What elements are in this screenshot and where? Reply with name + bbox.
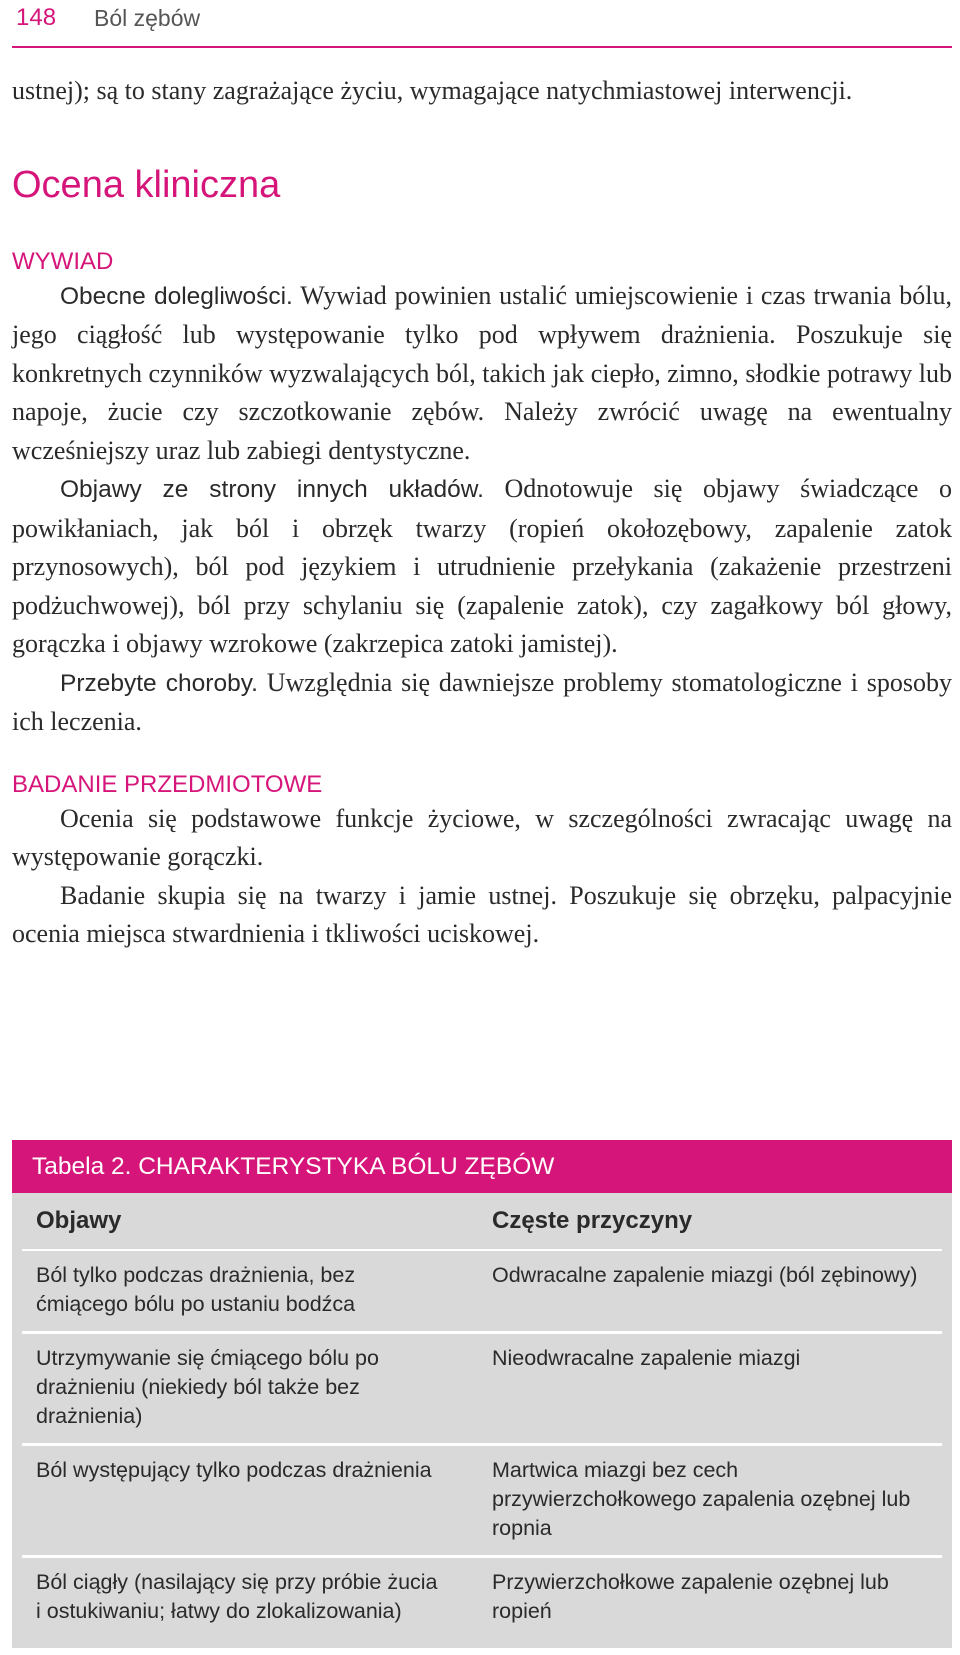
symptom-cell: Utrzymywanie się ćmiącego bólu po drażnieniu (niekiedy ból także bez drażnienia) (36, 1346, 379, 1428)
table-body (22, 1193, 942, 1638)
table-title: Tabela 2. CHARAKTERYSTYKA BÓLU ZĘBÓW (12, 1140, 952, 1193)
column-header-symptoms: Objawy (36, 1207, 122, 1234)
cause-cell: Przywierzchołkowe zapalenie ozębnej lub ropień (492, 1570, 889, 1623)
table-header-row (22, 1193, 942, 1251)
paragraph-text: Odnotowuje się objawy świadczące o powikłaniach, jak ból i obrzęk twarzy (ropień okołozębowy, zapalenie zatok przynosowych), ból pod językiem i utrudnienie przełykania (zakażenie przestrzeni podżuchwowej), ból przy schylaniu się (zapalenie zatok), czy zagałkowy ból głowy, gorączka i objawy wzrokowe (zakrzepica zatoki jamistej). (12, 474, 952, 658)
page-header (12, 0, 952, 48)
cause-cell: Nieodwracalne zapalenie miazgi (492, 1346, 801, 1370)
section-title: Ocena kliniczna (12, 163, 281, 206)
page-number: 148 (16, 4, 57, 31)
running-title: Ból zębów (94, 5, 201, 31)
runin-other-systems: Objawy ze strony innych układów. (60, 476, 484, 503)
paragraph-text: Uwzględnia się dawniejsze problemy stomatologiczne i sposoby ich leczenia. (12, 667, 952, 736)
symptom-cell: Ból ciągły (nasilający się przy próbie żucia i ostukiwaniu; łatwy do zlokalizowania) (36, 1570, 438, 1623)
table-row (22, 1446, 942, 1558)
wywiad-paragraph-past-diseases (12, 664, 952, 742)
table-row (22, 1251, 942, 1334)
badanie-paragraph-1: Ocenia się podstawowe funkcje życiowe, w szczególności zwracając uwagę na występowanie gorączki. (12, 803, 952, 871)
badanie-heading: BADANIE PRZEDMIOTOWE (12, 770, 323, 798)
badanie-paragraph-2: Badanie skupia się na twarzy i jamie ustnej. Poszukuje się obrzęku, palpacyjnie ocenia miejsca stwardnienia i tkliwości uciskowej. (12, 880, 952, 948)
paragraph-text: Wywiad powinien ustalić umiejscowienie i czas trwania bólu, jego ciągłość lub występowanie tylko pod wpływem drażnienia. Poszukuje się konkretnych czynników wyzwalających ból, takich jak ciepło, zimno, słodkie potrawy lub napoje, żucie czy szczotkowanie zębów. Należy zwrócić uwagę na ewentualny wcześniejszy uraz lub zabiegi dentystyczne. (12, 280, 952, 465)
intro-paragraph: ustnej); są to stany zagrażające życiu, wymagające natychmiastowej interwencji. (12, 76, 853, 105)
runin-current-complaints: Obecne dolegliwości. (60, 282, 293, 310)
wywiad-heading: WYWIAD (12, 247, 114, 275)
wywiad-paragraph-current-complaints (12, 277, 952, 471)
document-page (12, 0, 952, 1623)
wywiad-paragraph-other-systems (12, 470, 952, 664)
runin-past-diseases: Przebyte choroby. (60, 669, 258, 697)
cause-cell: Odwracalne zapalenie miazgi (ból zębinowy) (492, 1263, 918, 1287)
dental-pain-table (12, 1140, 952, 1648)
table-row (22, 1334, 942, 1446)
symptom-cell: Ból występujący tylko podczas drażnienia (36, 1458, 432, 1482)
symptom-cell: Ból tylko podczas drażnienia, bez ćmiącego bólu po ustaniu bodźca (36, 1263, 356, 1316)
table-row (22, 1558, 942, 1638)
column-header-causes: Częste przyczyny (492, 1207, 693, 1234)
cause-cell: Martwica miazgi bez cech przywierzchołkowego zapalenia ozębnej lub ropnia (492, 1458, 911, 1540)
